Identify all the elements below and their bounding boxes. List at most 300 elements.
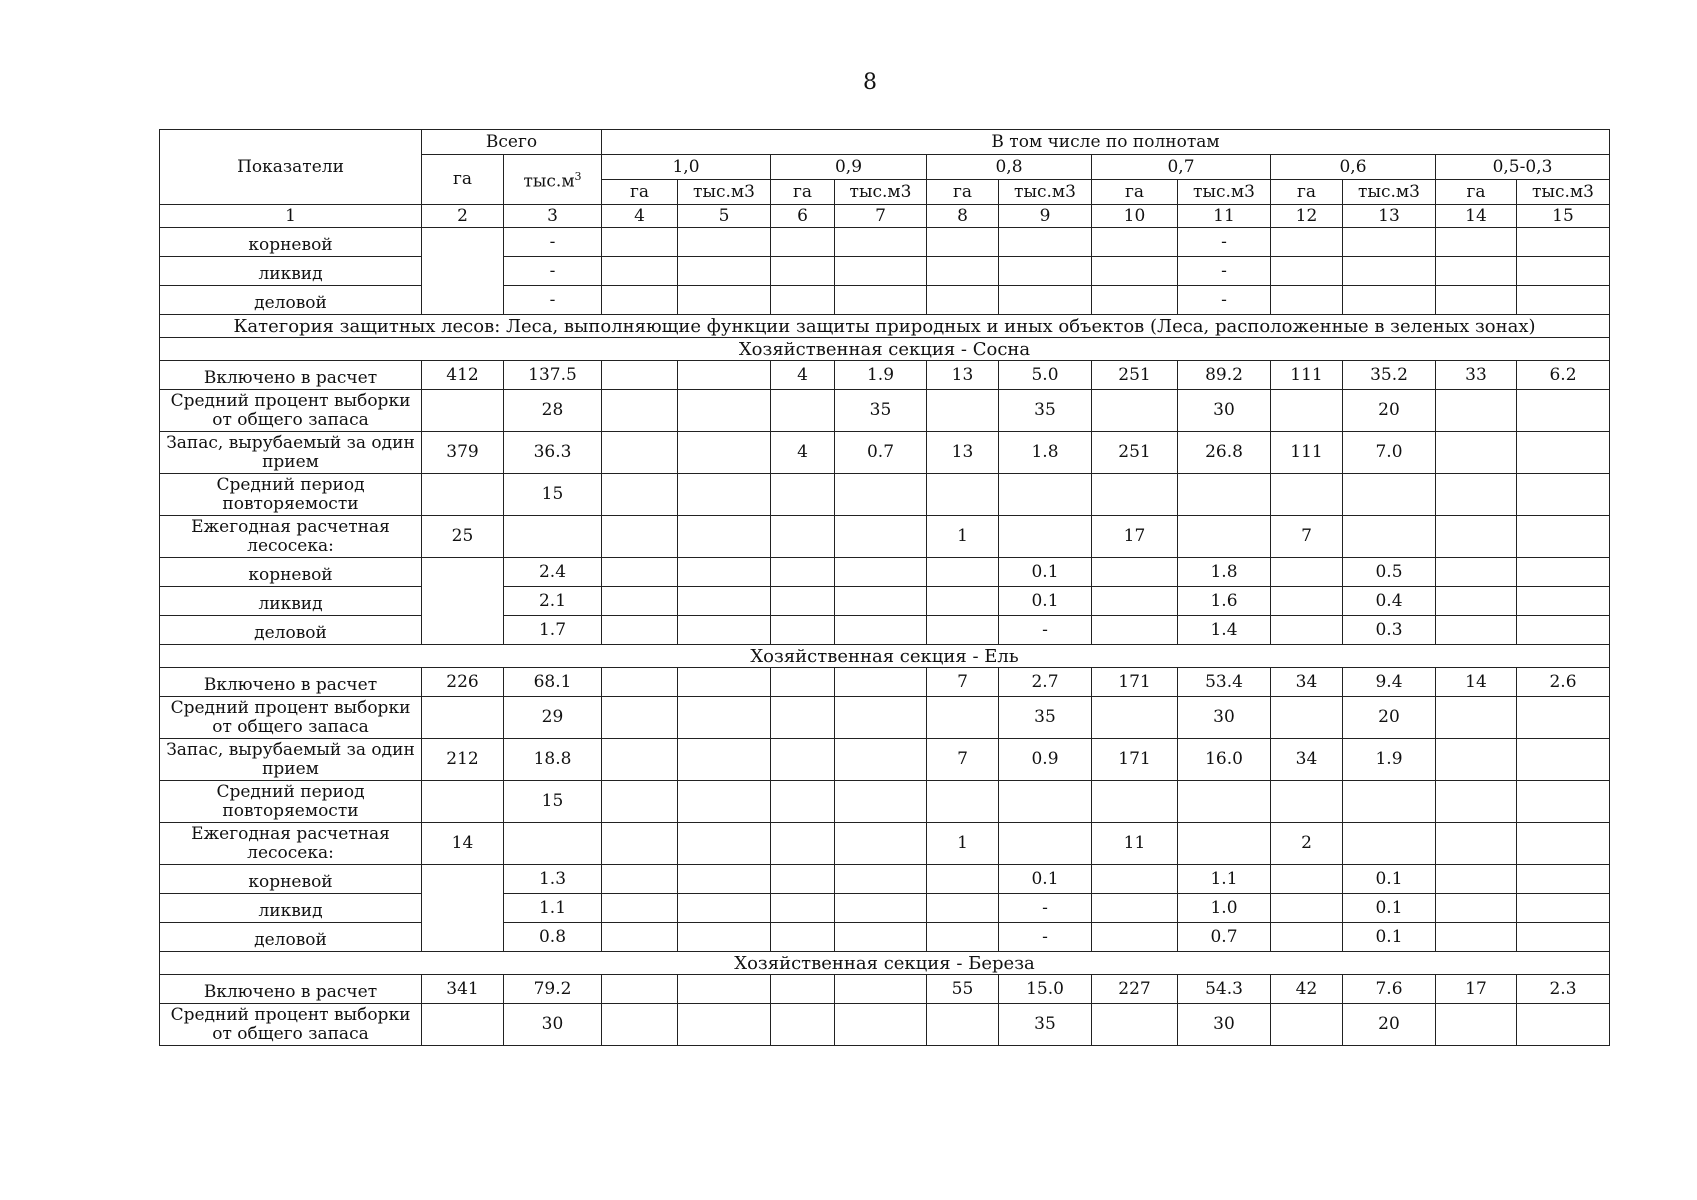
section-title: Хозяйственная секция - Ель [160, 645, 1610, 668]
table-cell [771, 894, 835, 923]
table-cell [602, 668, 678, 697]
table-cell: 0.7 [1178, 923, 1271, 952]
table-cell [835, 668, 927, 697]
row-label: Включено в расчет [160, 975, 422, 1004]
table-cell [835, 894, 927, 923]
table-cell [1271, 558, 1343, 587]
table-cell [771, 286, 835, 315]
table-cell: 0.1 [1343, 894, 1436, 923]
table-cell: - [1178, 286, 1271, 315]
table-cell [1517, 781, 1610, 823]
table-cell [999, 823, 1092, 865]
table-cell [1517, 865, 1610, 894]
table-cell [1271, 587, 1343, 616]
table-cell [602, 923, 678, 952]
row-label: Средний процент выборки от общего запаса [160, 1004, 422, 1046]
table-cell: 111 [1271, 361, 1343, 390]
header-indicators: Показатели [160, 130, 422, 205]
table-cell [1271, 1004, 1343, 1046]
table-cell: 6.2 [1517, 361, 1610, 390]
table-cell: 171 [1092, 739, 1178, 781]
header-unit-ha: га [771, 180, 835, 205]
table-row [160, 315, 1610, 338]
table-row [160, 587, 1610, 616]
table-cell: - [999, 923, 1092, 952]
table-cell [1517, 432, 1610, 474]
page-number: 8 [863, 70, 877, 95]
table-cell: - [1178, 257, 1271, 286]
row-label: ликвид [160, 894, 422, 923]
table-cell [678, 894, 771, 923]
header-density: 0,6 [1271, 155, 1436, 180]
table-cell [771, 587, 835, 616]
table-cell: 7 [927, 739, 999, 781]
row-label: Запас, вырубаемый за один прием [160, 432, 422, 474]
column-number: 13 [1343, 205, 1436, 228]
header-total: Всего [422, 130, 602, 155]
table-cell [602, 697, 678, 739]
table-cell: 4 [771, 432, 835, 474]
table-cell [1092, 616, 1178, 645]
table-cell [1517, 1004, 1610, 1046]
table-cell [1343, 823, 1436, 865]
table-cell [1517, 286, 1610, 315]
table-cell [1517, 228, 1610, 257]
table-cell [1517, 390, 1610, 432]
table-cell [602, 286, 678, 315]
table-cell [1271, 894, 1343, 923]
table-cell [602, 781, 678, 823]
table-cell: 1.8 [1178, 558, 1271, 587]
table-cell: 26.8 [1178, 432, 1271, 474]
table-cell: 226 [422, 668, 504, 697]
table-cell [1436, 558, 1517, 587]
table-cell [771, 257, 835, 286]
table-cell [1517, 923, 1610, 952]
table-cell: 2.1 [504, 587, 602, 616]
table-cell [1343, 516, 1436, 558]
table-cell: 16.0 [1178, 739, 1271, 781]
column-number: 2 [422, 205, 504, 228]
table-cell: 18.8 [504, 739, 602, 781]
table-cell [771, 739, 835, 781]
table-cell [602, 1004, 678, 1046]
header-total-volume: $тыс.м^3$ [504, 155, 602, 205]
table-cell [1436, 286, 1517, 315]
table-cell [771, 228, 835, 257]
table-cell [1436, 257, 1517, 286]
table-cell: 29 [504, 697, 602, 739]
row-label: Средний процент выборки от общего запаса [160, 697, 422, 739]
table-cell: 0.1 [999, 558, 1092, 587]
table-cell [1436, 390, 1517, 432]
table-cell [422, 228, 504, 315]
header-density: 0,9 [771, 155, 927, 180]
table-cell [1343, 257, 1436, 286]
section-title: Хозяйственная секция - Береза [160, 952, 1610, 975]
table-cell [1092, 558, 1178, 587]
table-cell [678, 390, 771, 432]
table-row [160, 894, 1610, 923]
table-cell [1436, 894, 1517, 923]
table-cell [602, 257, 678, 286]
table-cell: 34 [1271, 668, 1343, 697]
header-density: 0,8 [927, 155, 1092, 180]
table-cell: 0.1 [1343, 865, 1436, 894]
table-cell [927, 865, 999, 894]
table-cell [422, 781, 504, 823]
table-cell [1436, 616, 1517, 645]
table-cell [835, 616, 927, 645]
header-unit-volume: тыс.м3 [678, 180, 771, 205]
table-cell: 79.2 [504, 975, 602, 1004]
table-cell: 30 [1178, 390, 1271, 432]
table-row [160, 616, 1610, 645]
table-row [160, 668, 1610, 697]
header-unit-volume: тыс.м3 [1178, 180, 1271, 205]
table-cell: 20 [1343, 1004, 1436, 1046]
table-cell [927, 587, 999, 616]
table-cell [927, 257, 999, 286]
table-cell [1271, 474, 1343, 516]
table-cell: 17 [1436, 975, 1517, 1004]
table-cell [835, 228, 927, 257]
table-cell: 7 [927, 668, 999, 697]
table-cell [678, 558, 771, 587]
row-label: ликвид [160, 587, 422, 616]
table-cell [1271, 923, 1343, 952]
table-cell: 7.6 [1343, 975, 1436, 1004]
table-cell [1271, 781, 1343, 823]
table-cell [835, 739, 927, 781]
table-cell [1517, 516, 1610, 558]
table-cell: 251 [1092, 432, 1178, 474]
table-cell: 17 [1092, 516, 1178, 558]
table-cell: 0.1 [999, 587, 1092, 616]
row-label: Включено в расчет [160, 361, 422, 390]
table-cell [1517, 739, 1610, 781]
table-cell [1517, 474, 1610, 516]
table-cell [999, 228, 1092, 257]
table-cell [1436, 865, 1517, 894]
table-row [160, 697, 1610, 739]
row-label: корневой [160, 865, 422, 894]
table-cell: 7 [1271, 516, 1343, 558]
table-cell [835, 1004, 927, 1046]
table-cell [835, 781, 927, 823]
table-cell: 28 [504, 390, 602, 432]
row-label: ликвид [160, 257, 422, 286]
table-cell [1092, 286, 1178, 315]
table-cell: 15 [504, 474, 602, 516]
table-cell: 1.3 [504, 865, 602, 894]
table-cell [1092, 390, 1178, 432]
table-row [160, 645, 1610, 668]
table-cell [602, 390, 678, 432]
table-cell [602, 432, 678, 474]
table-cell [1436, 228, 1517, 257]
table-cell: 13 [927, 432, 999, 474]
table-row [160, 474, 1610, 516]
table-cell [1517, 894, 1610, 923]
category-title: Категория защитных лесов: Леса, выполняющие функции защиты природных и иных объектов (Леса, расположенные в зеленых зонах) [160, 315, 1610, 338]
table-row [160, 781, 1610, 823]
table-cell [1178, 823, 1271, 865]
table-cell [1517, 587, 1610, 616]
table-cell [602, 361, 678, 390]
table-cell [422, 558, 504, 645]
table-cell [771, 1004, 835, 1046]
table-cell: 1 [927, 516, 999, 558]
table-cell [1343, 228, 1436, 257]
table-row [160, 1004, 1610, 1046]
table-cell [1092, 228, 1178, 257]
row-label: корневой [160, 558, 422, 587]
table-cell: 42 [1271, 975, 1343, 1004]
table-cell: 55 [927, 975, 999, 1004]
table-row [160, 228, 1610, 257]
column-number: 8 [927, 205, 999, 228]
table-cell: 1.1 [504, 894, 602, 923]
table-cell: 35.2 [1343, 361, 1436, 390]
header-density: 1,0 [602, 155, 771, 180]
table-cell [602, 474, 678, 516]
column-number: 5 [678, 205, 771, 228]
table-cell [422, 697, 504, 739]
table-cell [1092, 474, 1178, 516]
table-cell: 33 [1436, 361, 1517, 390]
table-cell [999, 474, 1092, 516]
table-cell: 137.5 [504, 361, 602, 390]
table-cell [1436, 1004, 1517, 1046]
table-cell [999, 516, 1092, 558]
table-cell [1436, 697, 1517, 739]
table-cell [602, 739, 678, 781]
table-cell [1092, 923, 1178, 952]
row-label: деловой [160, 286, 422, 315]
table-cell: 4 [771, 361, 835, 390]
table-cell: 20 [1343, 697, 1436, 739]
header-total-ha: га [422, 155, 504, 205]
table-cell [771, 923, 835, 952]
table-cell: 2.7 [999, 668, 1092, 697]
table-cell [771, 668, 835, 697]
table-cell [678, 286, 771, 315]
table-cell [504, 516, 602, 558]
table-cell: 15.0 [999, 975, 1092, 1004]
table-cell: - [504, 286, 602, 315]
header-unit-volume: тыс.м3 [999, 180, 1092, 205]
column-number: 15 [1517, 205, 1610, 228]
header-density: 0,7 [1092, 155, 1271, 180]
table-cell [1343, 781, 1436, 823]
table-cell [927, 1004, 999, 1046]
table-cell: 1 [927, 823, 999, 865]
table-cell [771, 390, 835, 432]
table-cell [835, 923, 927, 952]
row-label: деловой [160, 923, 422, 952]
table-cell: - [504, 228, 602, 257]
table-cell [771, 781, 835, 823]
header-density: 0,5-0,3 [1436, 155, 1610, 180]
table-row [160, 865, 1610, 894]
table-cell: - [1178, 228, 1271, 257]
table-cell [678, 474, 771, 516]
table-cell [1517, 823, 1610, 865]
table-cell [1517, 616, 1610, 645]
table-cell [678, 228, 771, 257]
table-cell [1271, 257, 1343, 286]
table-cell [602, 894, 678, 923]
table-cell: 2.4 [504, 558, 602, 587]
table-cell [771, 516, 835, 558]
table-cell [771, 697, 835, 739]
row-label: Включено в расчет [160, 668, 422, 697]
table-cell [678, 432, 771, 474]
table-row [160, 952, 1610, 975]
table-cell: 1.9 [1343, 739, 1436, 781]
table-cell: 30 [1178, 1004, 1271, 1046]
table-cell [1271, 228, 1343, 257]
table-cell [1092, 781, 1178, 823]
table-cell [504, 823, 602, 865]
table-cell: 30 [504, 1004, 602, 1046]
table-cell [835, 257, 927, 286]
table-cell [1436, 516, 1517, 558]
table-cell [1436, 781, 1517, 823]
table-cell [422, 865, 504, 952]
table-row [160, 923, 1610, 952]
table-cell [835, 975, 927, 1004]
table-cell: 111 [1271, 432, 1343, 474]
table-cell: 341 [422, 975, 504, 1004]
table-cell [678, 587, 771, 616]
row-label: Ежегодная расчетная лесосека: [160, 516, 422, 558]
table-cell [602, 558, 678, 587]
table-cell [1517, 257, 1610, 286]
table-cell: 171 [1092, 668, 1178, 697]
row-label: корневой [160, 228, 422, 257]
table-cell: 2.6 [1517, 668, 1610, 697]
table-cell: 35 [999, 697, 1092, 739]
table-cell [1271, 286, 1343, 315]
table-cell: 36.3 [504, 432, 602, 474]
section-title: Хозяйственная секция - Сосна [160, 338, 1610, 361]
table-cell [771, 975, 835, 1004]
table-cell [602, 823, 678, 865]
table-cell [1436, 823, 1517, 865]
table-cell [1343, 286, 1436, 315]
table-cell [771, 865, 835, 894]
table-row [160, 432, 1610, 474]
table-cell [1092, 865, 1178, 894]
column-number: 4 [602, 205, 678, 228]
table-cell [835, 516, 927, 558]
table-cell [422, 474, 504, 516]
table-row [160, 558, 1610, 587]
forest-table [159, 129, 1610, 1046]
table-cell [1271, 697, 1343, 739]
table-cell: 14 [422, 823, 504, 865]
table-cell [678, 697, 771, 739]
table-cell: 0.4 [1343, 587, 1436, 616]
table-cell [1092, 1004, 1178, 1046]
table-cell: 9.4 [1343, 668, 1436, 697]
table-cell: 2.3 [1517, 975, 1610, 1004]
table-cell [999, 257, 1092, 286]
table-cell: 13 [927, 361, 999, 390]
table-cell [602, 616, 678, 645]
header-unit-ha: га [1092, 180, 1178, 205]
column-number: 12 [1271, 205, 1343, 228]
table-cell: 15 [504, 781, 602, 823]
table-cell [835, 587, 927, 616]
table-cell [678, 923, 771, 952]
table-cell: 5.0 [999, 361, 1092, 390]
row-label: Средний период повторяемости [160, 781, 422, 823]
table-cell [1092, 894, 1178, 923]
column-number: 14 [1436, 205, 1517, 228]
table-cell [835, 474, 927, 516]
table-cell [835, 865, 927, 894]
table-cell: 379 [422, 432, 504, 474]
header-unit-ha: га [1436, 180, 1517, 205]
row-label: Запас, вырубаемый за один прием [160, 739, 422, 781]
table-cell [1271, 616, 1343, 645]
table-cell: 11 [1092, 823, 1178, 865]
table-row [160, 338, 1610, 361]
column-number: 7 [835, 205, 927, 228]
table-row [160, 390, 1610, 432]
table-cell [927, 923, 999, 952]
table-cell [927, 390, 999, 432]
table-cell [1178, 516, 1271, 558]
table-cell [678, 361, 771, 390]
table-cell: - [504, 257, 602, 286]
table-cell [771, 823, 835, 865]
table-cell [1436, 739, 1517, 781]
table-cell [1092, 697, 1178, 739]
table-cell: 20 [1343, 390, 1436, 432]
table-cell [927, 697, 999, 739]
table-cell [678, 516, 771, 558]
header-unit-volume: тыс.м3 [835, 180, 927, 205]
column-number: 1 [160, 205, 422, 228]
table-cell: 0.1 [999, 865, 1092, 894]
table-cell [602, 587, 678, 616]
table-cell: 1.1 [1178, 865, 1271, 894]
row-label: деловой [160, 616, 422, 645]
table-cell: 1.0 [1178, 894, 1271, 923]
table-cell: 1.7 [504, 616, 602, 645]
table-cell: 53.4 [1178, 668, 1271, 697]
table-cell: 7.0 [1343, 432, 1436, 474]
table-cell [1271, 390, 1343, 432]
table-cell: 1.9 [835, 361, 927, 390]
row-label: Средний процент выборки от общего запаса [160, 390, 422, 432]
table-cell [835, 286, 927, 315]
table-cell [927, 781, 999, 823]
table-cell [678, 1004, 771, 1046]
table-cell: 0.3 [1343, 616, 1436, 645]
table-cell: 68.1 [504, 668, 602, 697]
table-cell [927, 558, 999, 587]
row-label: Ежегодная расчетная лесосека: [160, 823, 422, 865]
column-number: 6 [771, 205, 835, 228]
table-cell [1178, 474, 1271, 516]
table-cell: 54.3 [1178, 975, 1271, 1004]
table-cell: 34 [1271, 739, 1343, 781]
